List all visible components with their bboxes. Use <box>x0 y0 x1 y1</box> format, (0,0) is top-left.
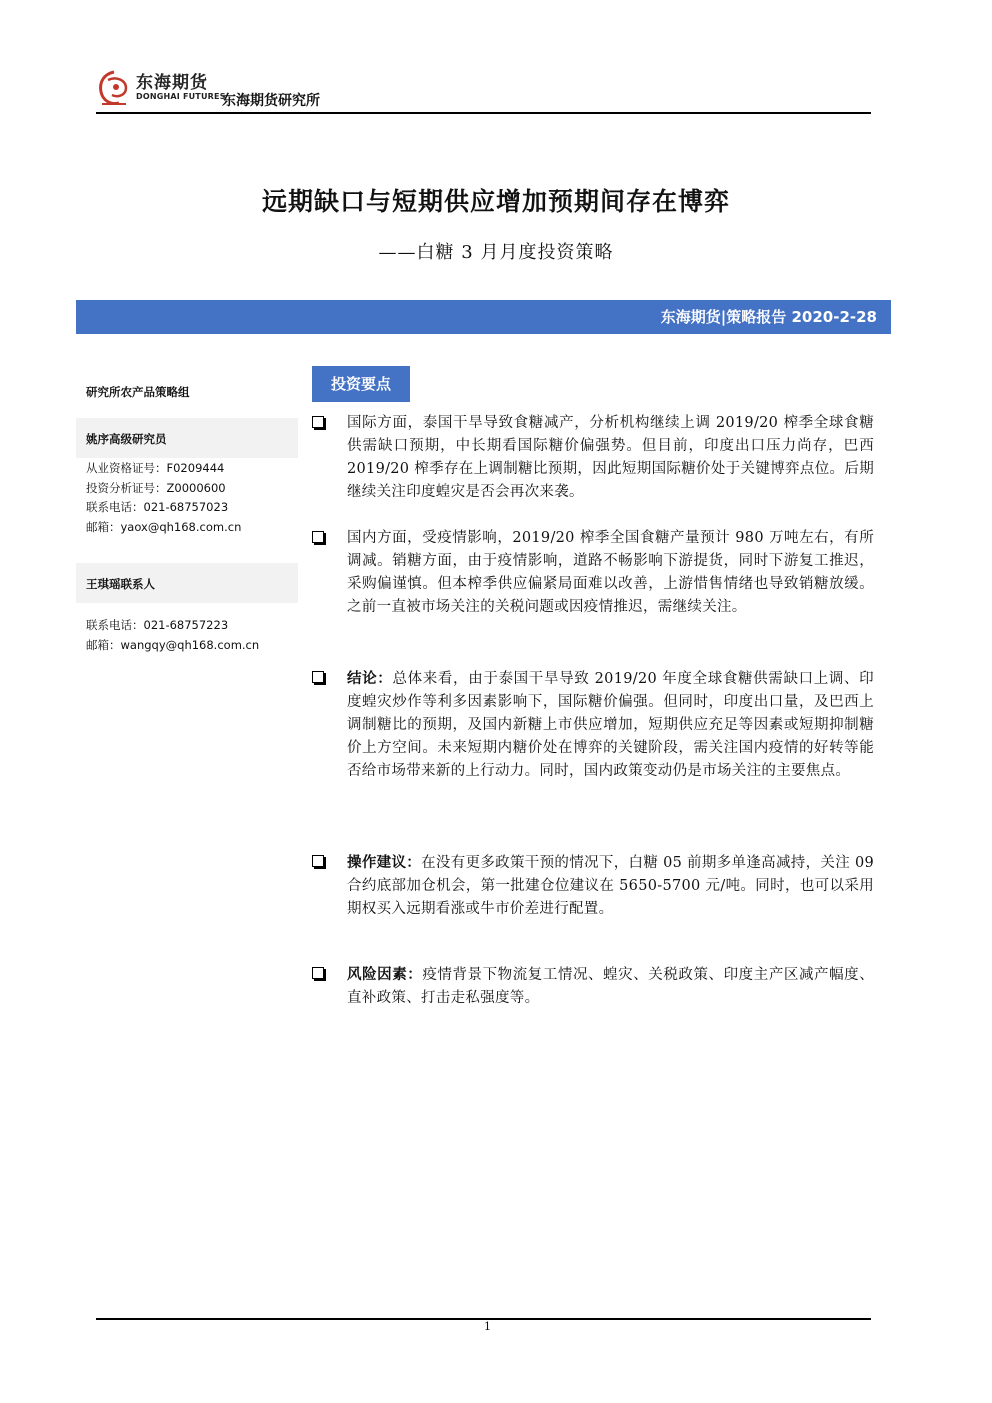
key-point-text: 国际方面，泰国干旱导致食糖减产，分析机构继续上调 2019/20 榨季全球食糖供需缺口预期，中长期看国际糖价偏强势。但目前，印度出口压力尚存，巴西 2019/20 榨季存在上调制糖比预期，因此短期国际糖价处于关键博弈点位。后期继续关注印度蝗灾是否会再次来袭。 <box>347 415 874 500</box>
analyst-1-band <box>76 418 298 458</box>
page-number: 1 <box>484 1320 491 1333</box>
analyst-1-name: 姚序高级研究员 <box>86 432 167 446</box>
key-point-text: 在没有更多政策干预的情况下，白糖 05 前期多单逢高减持，关注 09 合约底部加仓机会，第一批建仓位建议在 5650-5700 元/吨。同时，也可以采用期权买入远期看涨或牛市价差进行配置。 <box>347 855 875 917</box>
key-point-item <box>312 667 874 783</box>
report-title: 远期缺口与短期供应增加预期间存在博弈 <box>261 187 730 216</box>
key-point-item <box>312 963 874 1010</box>
key-points-label: 投资要点 <box>330 375 391 393</box>
page-header <box>96 64 871 114</box>
key-point-lead: 操作建议： <box>347 854 422 871</box>
analyst-1-qualification: 从业资格证号：F0209444 <box>86 461 225 475</box>
analyst-2-phone: 联系电话：021-68757223 <box>86 618 229 632</box>
analyst-2-band <box>76 563 298 603</box>
key-point-text: 总体来看，由于泰国干旱导致 2019/20 年度全球食糖供需缺口上调、印度蝗灾炒作等利多因素影响下，国际糖价偏强。但同时，印度出口量，及巴西上调制糖比的预期，及国内新糖上市供应增加，短期供应充足等因素或短期抑制糖价上方空间。未来短期内糖价处在博弈的关键阶段，需关注国内疫情的好转等能否给市场带来新的上行动力。同时，国内政策变动仍是市场关注的主要焦点。 <box>347 671 874 779</box>
key-point-item <box>312 527 874 619</box>
checkbox-bullet-icon <box>312 671 324 683</box>
institute-name: 东海期货研究所 <box>222 93 320 109</box>
key-point-lead: 风险因素： <box>347 966 423 983</box>
report-subtitle: ——白糖 3 月月度投资策略 <box>378 242 614 263</box>
key-point-item <box>312 412 874 504</box>
analyst-2-email[interactable]: 邮箱：wangqy@qh168.com.cn <box>86 637 260 652</box>
analyst-1-info <box>86 459 241 537</box>
donghai-logo-icon <box>96 68 132 108</box>
brand-name-cn: 东海期货 <box>136 73 208 93</box>
key-points-tag <box>312 366 410 402</box>
analyst-1-phone: 联系电话：021-68757023 <box>86 500 229 514</box>
report-banner <box>76 300 891 334</box>
analyst-2-name: 王琪瑶联系人 <box>86 577 155 591</box>
group-title: 研究所农产品策略组 <box>86 385 190 399</box>
analyst-2-info <box>86 616 259 655</box>
key-point-lead: 结论： <box>347 670 393 687</box>
key-point-text: 国内方面，受疫情影响，2019/20 榨季全国食糖产量预计 980 万吨左右，有所调减。销糖方面，由于疫情影响，道路不畅影响下游提货，同时下游复工推迟，采购偏谨慎。但本榨季供应偏紧局面难以改善，上游惜售情绪也导致销糖放缓。之前一直被市场关注的关税问题或因疫情推迟，需继续关注。 <box>347 530 874 615</box>
key-point-text: 疫情背景下物流复工情况、蝗灾、关税政策、印度主产区减产幅度、直补政策、打击走私强度等。 <box>347 967 875 1006</box>
checkbox-bullet-icon <box>312 855 324 867</box>
header-divider <box>96 112 871 114</box>
analyst-1-investment-cert: 投资分析证号：Z0000600 <box>86 480 226 495</box>
checkbox-bullet-icon <box>312 967 324 979</box>
key-point-item <box>312 851 874 921</box>
banner-text: 东海期货|策略报告 2020-2-28 <box>660 308 877 326</box>
checkbox-bullet-icon <box>312 416 324 428</box>
brand-name-en: DONGHAI FUTURES <box>136 92 226 101</box>
checkbox-bullet-icon <box>312 531 324 543</box>
analyst-1-email[interactable]: 邮箱：yaox@qh168.com.cn <box>86 519 242 534</box>
